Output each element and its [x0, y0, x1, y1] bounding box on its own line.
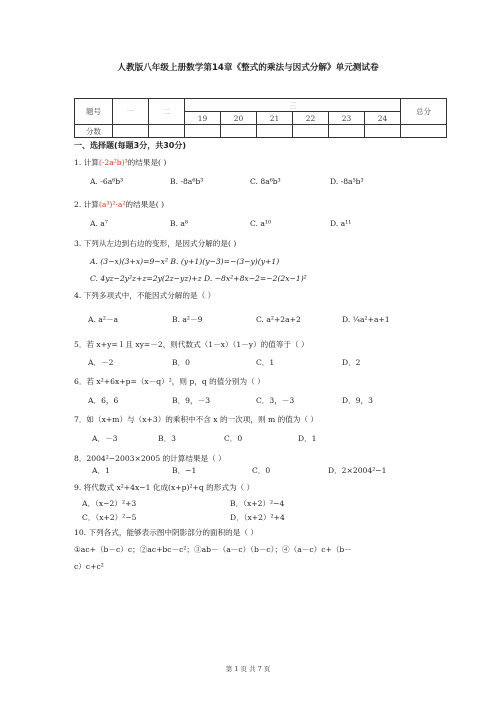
question-9-options-cd: [82, 512, 285, 523]
q2-option-d[interactable]: D. a¹¹: [330, 219, 352, 228]
question-10: 10. 下列各式，能够表示图中阴影部分的面积的是（ ）: [74, 528, 258, 537]
q5-option-d[interactable]: D．2: [342, 358, 361, 367]
score-table: [74, 98, 447, 138]
q1-option-b[interactable]: B. -8a⁶b³: [170, 177, 204, 186]
header-part-one: 一: [113, 99, 149, 125]
q7-option-b[interactable]: B．3: [158, 434, 177, 443]
page-title: 人教版八年级上册数学第14章《整式的乘法与因式分解》单元测试卷: [117, 63, 379, 73]
question-3-options-cd[interactable]: C. 4yz−2y²z+z=2y(2z−yz)+z D. −8x²+8x−2=−2(2x−1)²: [90, 274, 307, 283]
question-8-options: [92, 465, 386, 476]
question-5-options: [88, 357, 361, 368]
q9-option-b[interactable]: B．（x+2）²−4: [230, 499, 285, 508]
header-total: 总分: [401, 99, 447, 125]
question-3: 3. 下列从左边到右边的变形，是因式分解的是( ): [74, 239, 237, 248]
q2-option-a[interactable]: A. a⁷: [90, 219, 108, 228]
header-question-number: 题号: [75, 99, 113, 125]
q6-option-a[interactable]: A．6，6: [88, 396, 119, 405]
q5-option-c[interactable]: C．1: [256, 358, 275, 367]
q2-option-c[interactable]: C. a¹⁰: [250, 219, 271, 228]
question-7: 7．如（x+m）与（x+3）的乘积中不含 x 的一次项，则 m 的值为（ ）: [74, 415, 318, 424]
subheader-20: 20: [221, 112, 257, 125]
page-footer: 第 1 页 共 7 页: [225, 665, 271, 673]
q8-option-d[interactable]: D．2×2004²−1: [328, 466, 387, 475]
q8-option-b[interactable]: B．−1: [172, 466, 197, 475]
question-10-choices-line2: c）c+c²: [74, 562, 104, 571]
q5-option-a[interactable]: A．－2: [88, 358, 114, 367]
q7-option-d[interactable]: D．1: [298, 434, 317, 443]
question-4: 4. 下列多项式中，不能因式分解的是（ ）: [74, 291, 216, 300]
question-10-choices-line1: ①ac+（b－c）c；②ac+bc－c²；③ab－（a－c）（b－c）；④（a－c）c+（b－: [74, 545, 352, 554]
header-part-two: 二: [149, 99, 185, 125]
question-6: 6．若 x²+6x+p=（x－q）²，则 p，q 的值分别为（ ）: [74, 377, 265, 386]
question-1: 1. 计算(-2a²b)³的结果是( ): [74, 158, 167, 167]
subheader-19: 19: [185, 112, 221, 125]
question-5: 5．若 x+y=１且 xy=－2，则代数式（1－x）（1－y）的值等于（ ）: [74, 340, 309, 349]
q1-option-d[interactable]: D. -8a⁵b³: [330, 177, 364, 186]
q1-option-a[interactable]: A. -6a⁶b³: [90, 177, 124, 186]
q6-option-c[interactable]: C．3，－3: [256, 396, 295, 405]
question-9-options-ab: [82, 498, 284, 509]
q7-option-a[interactable]: A．－3: [92, 434, 118, 443]
q4-option-d[interactable]: D. ¼a²+a+1: [342, 315, 390, 324]
q4-option-a[interactable]: A. a²－a: [88, 315, 119, 324]
question-9: 9. 将代数式 x²+4x−1 化成(x+p)²+q 的形式为（ ）: [74, 483, 255, 492]
q8-option-c[interactable]: C．0: [252, 466, 271, 475]
q5-option-b[interactable]: B．0: [172, 358, 191, 367]
q4-option-c[interactable]: C. a²+2a+2: [256, 315, 301, 324]
subheader-24: 24: [365, 112, 401, 125]
q8-option-a[interactable]: A．1: [92, 466, 110, 475]
q1-option-c[interactable]: C. 8a⁶b³: [250, 177, 281, 186]
question-8: 8．2004²−2003×2005 的计算结果是（ ）: [74, 454, 226, 463]
question-3-options-ab[interactable]: A. (3−x)(3+x)=9−x² B. (y+1)(y−3)=−(3−y)(y+1): [90, 257, 280, 266]
subheader-23: 23: [329, 112, 365, 125]
question-6-options: [88, 395, 373, 406]
question-2-options: [90, 218, 351, 229]
subheader-22: 22: [293, 112, 329, 125]
question-4-options: [88, 314, 390, 325]
header-part-three: 三: [185, 99, 401, 112]
question-2: 2. 计算(a³)²·a²的结果是( ): [74, 200, 165, 209]
q9-option-d[interactable]: D．（x+2）²+4: [230, 513, 285, 522]
q9-option-c[interactable]: C．（x+2）²−5: [82, 513, 137, 522]
q2-option-b[interactable]: B. a⁸: [170, 219, 188, 228]
q2-expression: (a³)²·a²: [98, 200, 126, 209]
row-score-label: 分数: [75, 125, 113, 138]
question-7-options: [92, 433, 317, 444]
q6-option-b[interactable]: B．9，－3: [172, 396, 211, 405]
q4-option-b[interactable]: B. a²－9: [172, 315, 203, 324]
section-heading: 一、选择题(每题3分，共30分): [74, 141, 187, 150]
question-1-options: [90, 176, 364, 187]
subheader-21: 21: [257, 112, 293, 125]
q1-expression: (-2a²b)³: [98, 158, 128, 167]
q7-option-c[interactable]: C．0: [224, 434, 243, 443]
q9-option-a[interactable]: A．（x−2）²+3: [82, 499, 137, 508]
q6-option-d[interactable]: D．9，3: [342, 396, 373, 405]
